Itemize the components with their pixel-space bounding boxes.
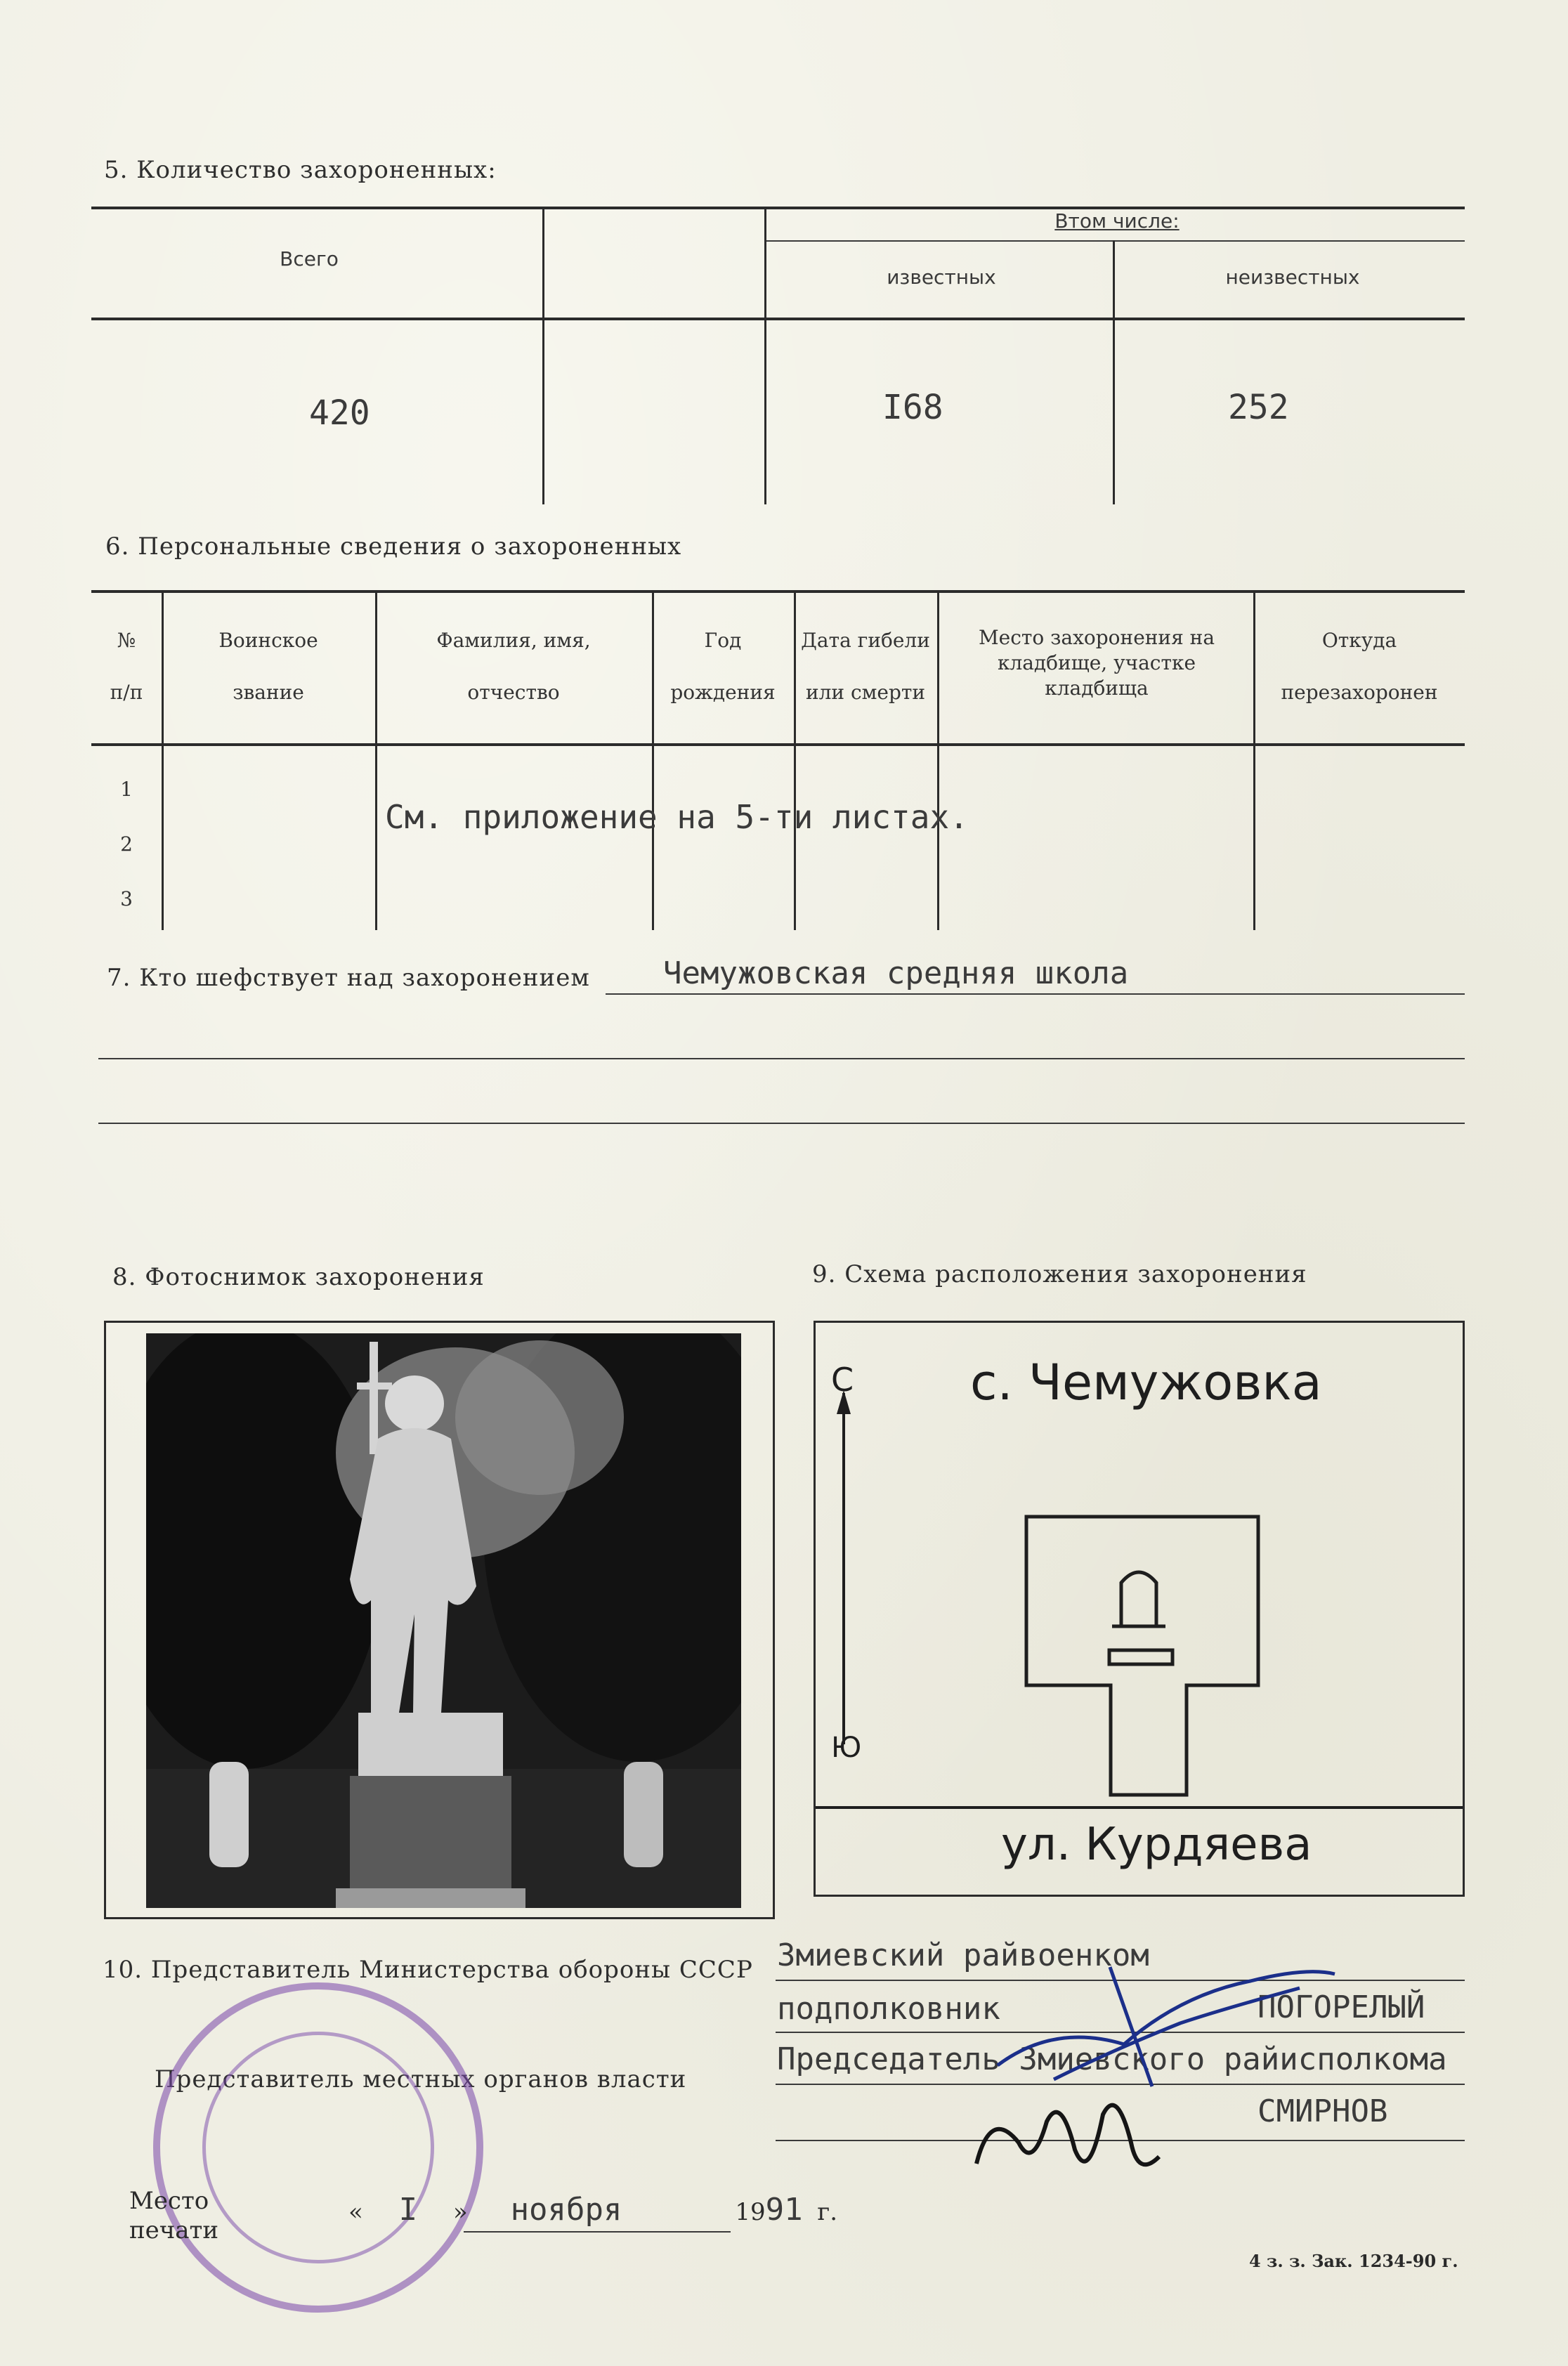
- table6-header-rule: [91, 743, 1465, 746]
- section10-mod-surname: ПОГОРЕЛЫЙ: [1257, 1989, 1425, 2025]
- table5-header-unknown: неизвестных: [1225, 266, 1360, 289]
- table5-value-total: 420: [309, 393, 370, 433]
- scheme-village-label: с. Чемужовка: [970, 1354, 1322, 1411]
- table5-header-rule: [91, 318, 1465, 320]
- table5-header-total: Всего: [280, 247, 339, 270]
- date-line: « I » ноября 1991 г.: [348, 2192, 838, 2228]
- section10-local-surname: СМИРНОВ: [1257, 2093, 1388, 2129]
- compass-north: С: [831, 1361, 854, 1399]
- scheme-frame: [814, 1321, 1465, 1897]
- section10-mod-label: 10. Представитель Министерства обороны СССР: [103, 1956, 753, 1984]
- monument-symbol: [1121, 1572, 1156, 1625]
- section9-title: 9. Схема расположения захоронения: [812, 1260, 1307, 1288]
- table6-header-burial-place: Место захоронения на кладбище, участке кладбища: [978, 626, 1215, 700]
- date-line-rule: [464, 2231, 731, 2233]
- table5-col-divider-1: [542, 207, 544, 504]
- memorial-photo: [146, 1333, 741, 1908]
- table6-header-death-date: Дата гибели или смерти: [801, 629, 930, 704]
- table6-col-divider: [937, 590, 939, 930]
- section7-line: [98, 1058, 1465, 1059]
- seal-place-label: Место печати: [129, 2187, 219, 2244]
- signature-local: [962, 2065, 1173, 2206]
- section10-mod-rank: подполковник: [777, 1991, 1000, 2027]
- section8-title: 8. Фотоснимок захоронения: [112, 1263, 485, 1291]
- section7-line: [606, 993, 1465, 995]
- table5-header-known: известных: [887, 266, 996, 289]
- section10-mod-line1: Змиевский райвоенком: [777, 1937, 1149, 1973]
- section5-title: 5. Количество захороненных:: [104, 156, 497, 184]
- section10-local-line1: Председатель Змиевского райисполкома: [777, 2041, 1447, 2077]
- table6-row-number: 2: [120, 832, 133, 856]
- table5-value-unknown: 252: [1228, 388, 1289, 427]
- section7-label: 7. Кто шефствует над захоронением: [107, 964, 590, 992]
- table5-col-divider-2: [764, 207, 766, 504]
- table6-top-rule: [91, 590, 1465, 593]
- memorial-photo-drawing: [146, 1333, 741, 1908]
- official-seal-stamp: [153, 1982, 483, 2313]
- table6-row-number: 1: [120, 778, 133, 801]
- table6-note: См. приложение на 5-ти листах.: [385, 798, 969, 836]
- table6-header-name: Фамилия, имя, отчество: [436, 629, 591, 704]
- section7-value: Чемужовская средняя школа: [663, 955, 1129, 991]
- section10-local-label: Представитель местных органов власти: [155, 2065, 687, 2093]
- table6-header-number: № п/п: [110, 629, 143, 704]
- table5-header-including: Втом числе:: [1054, 209, 1180, 233]
- section7-line: [98, 1123, 1465, 1124]
- table5-top-rule: [91, 207, 1465, 209]
- official-seal-inner-ring: [202, 2032, 434, 2263]
- table5-including-rule: [766, 240, 1465, 242]
- section6-title: 6. Персональные сведения о захороненных: [105, 532, 682, 561]
- table6-header-rank: Воинское звание: [218, 629, 318, 704]
- table5-value-known: I68: [882, 388, 943, 427]
- table6-header-reburied-from: Откуда перезахоронен: [1281, 629, 1438, 704]
- cemetery-outline: [1026, 1517, 1258, 1795]
- compass-south: Ю: [831, 1732, 862, 1764]
- print-mark: 4 з. з. Зак. 1234-90 г.: [1249, 2251, 1458, 2271]
- table5-col-divider-3: [1113, 240, 1115, 504]
- table6-header-birth-year: Год рождения: [670, 629, 776, 704]
- scheme-street-label: ул. Курдяева: [1001, 1819, 1312, 1871]
- table6-row-number: 3: [120, 887, 133, 910]
